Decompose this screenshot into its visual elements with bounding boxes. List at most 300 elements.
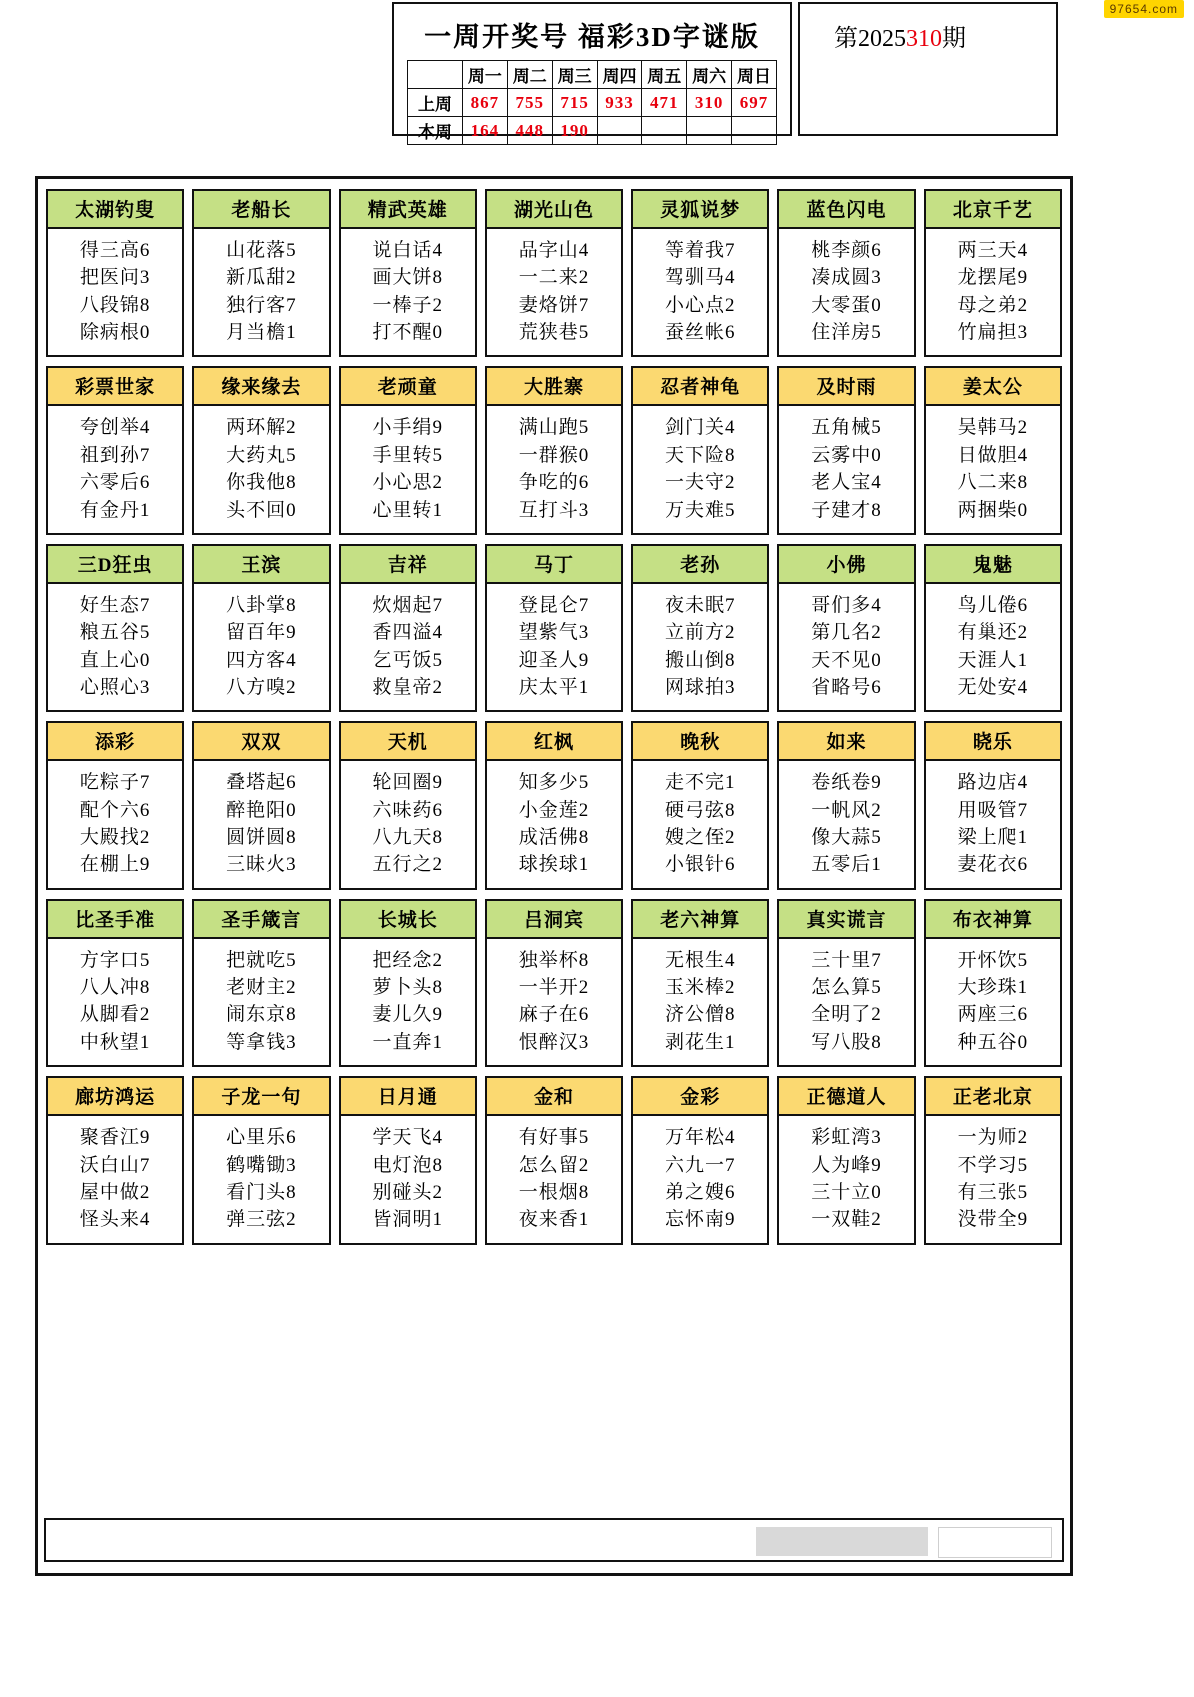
riddle-line: 满山跑5	[518, 417, 590, 439]
riddle-card-lines	[487, 761, 621, 887]
riddle-card-title: 布衣神算	[926, 901, 1060, 939]
riddle-line: 把医问3	[79, 267, 151, 289]
riddle-card-lines	[633, 584, 767, 710]
riddle-card	[631, 1076, 769, 1244]
riddle-line: 八卦掌8	[226, 594, 297, 616]
riddle-card-lines	[341, 229, 475, 355]
riddle-line: 三昧火3	[226, 854, 297, 876]
weekday-fri: 周五	[642, 61, 687, 89]
riddle-card-lines	[48, 939, 182, 1065]
riddle-line: 嫂之侄2	[665, 827, 736, 849]
riddle-card-title: 子龙一句	[194, 1078, 328, 1116]
riddle-line: 争吃的6	[518, 472, 590, 494]
riddle-line: 有好事5	[518, 1127, 590, 1149]
riddle-card-title: 比圣手准	[48, 901, 182, 939]
riddle-card-title: 蓝色闪电	[779, 191, 913, 229]
riddle-line: 荒狭巷5	[518, 322, 590, 344]
riddle-card	[485, 544, 623, 712]
riddle-line: 庆太平1	[518, 676, 590, 698]
riddle-line: 驾驯马4	[665, 267, 736, 289]
draw-number: 867	[463, 89, 508, 117]
riddle-card-lines	[194, 939, 328, 1065]
riddle-card-title: 圣手箴言	[194, 901, 328, 939]
riddle-line: 炊烟起7	[372, 594, 443, 616]
riddle-card	[777, 721, 915, 889]
riddle-card	[46, 366, 184, 534]
riddle-card	[924, 189, 1062, 357]
riddle-line: 怎么留2	[518, 1154, 590, 1176]
row-label-this-week: 本周	[408, 117, 463, 145]
riddle-line: 小手绢9	[372, 417, 443, 439]
riddle-card-title: 灵狐说梦	[633, 191, 767, 229]
riddle-card	[339, 899, 477, 1067]
riddle-line: 登昆仑7	[518, 594, 590, 616]
riddle-card-title: 双双	[194, 723, 328, 761]
riddle-line: 中秋望1	[79, 1031, 151, 1053]
riddle-line: 万年松4	[665, 1127, 736, 1149]
riddle-line: 怎么算5	[811, 977, 882, 999]
weekday-sat: 周六	[687, 61, 732, 89]
riddle-line: 从脚看2	[79, 1004, 151, 1026]
riddle-line: 麻子在6	[518, 1004, 590, 1026]
riddle-line: 心里转1	[372, 499, 443, 521]
riddle-line: 网球拍3	[665, 676, 736, 698]
riddle-line: 六九一7	[665, 1154, 736, 1176]
riddle-card-lines	[341, 584, 475, 710]
riddle-line: 有巢还2	[957, 622, 1029, 644]
riddle-line: 竹扁担3	[957, 322, 1029, 344]
riddle-card-title: 廊坊鸿运	[48, 1078, 182, 1116]
period-suffix: 期	[942, 26, 966, 52]
riddle-line: 鸟儿倦6	[957, 594, 1029, 616]
riddle-line: 你我他8	[226, 472, 297, 494]
riddle-line: 无根生4	[665, 949, 736, 971]
riddle-card-title: 红枫	[487, 723, 621, 761]
riddle-line: 小金莲2	[518, 799, 590, 821]
riddle-line: 八二来8	[957, 472, 1029, 494]
riddle-line: 祖到孙7	[79, 444, 151, 466]
riddle-card	[485, 899, 623, 1067]
riddle-line: 天涯人1	[957, 649, 1029, 671]
riddle-line: 皆洞明1	[372, 1209, 443, 1231]
draw-number: 697	[732, 89, 777, 117]
riddle-line: 天不见0	[811, 649, 882, 671]
riddle-line: 一群猴0	[518, 444, 590, 466]
riddle-card-title: 马丁	[487, 546, 621, 584]
riddle-line: 山花落5	[226, 240, 297, 261]
riddle-line: 四方客4	[226, 649, 297, 671]
draw-number: 310	[687, 89, 732, 117]
riddle-line: 吴韩马2	[957, 417, 1029, 439]
riddle-line: 得三高6	[79, 240, 151, 261]
riddle-line: 住洋房5	[811, 322, 882, 344]
riddle-card	[924, 899, 1062, 1067]
riddle-line: 等着我7	[665, 240, 736, 261]
riddle-line: 把就吃5	[226, 949, 297, 971]
riddle-card-title: 小佛	[779, 546, 913, 584]
riddle-line: 小银针6	[665, 854, 736, 876]
riddle-line: 手里转5	[372, 444, 443, 466]
riddle-line: 老人宝4	[811, 472, 882, 494]
riddle-card-title: 晚秋	[633, 723, 767, 761]
corner-cell	[408, 61, 463, 89]
riddle-line: 两三天4	[957, 240, 1029, 261]
riddle-card-lines	[926, 229, 1060, 355]
riddle-card-title: 姜太公	[926, 368, 1060, 406]
riddle-line: 无处安4	[957, 676, 1029, 698]
riddle-line: 种五谷0	[957, 1031, 1029, 1053]
riddle-line: 互打斗3	[518, 499, 590, 521]
riddle-card-lines	[48, 229, 182, 355]
riddle-card	[631, 544, 769, 712]
riddle-line: 叠塔起6	[226, 772, 297, 794]
riddle-line: 像大蒜5	[811, 827, 882, 849]
draw-number	[597, 117, 642, 145]
riddle-line: 夸创举4	[79, 417, 151, 439]
riddle-line: 妻儿久9	[372, 1004, 443, 1026]
riddle-line: 不学习5	[957, 1154, 1029, 1176]
riddle-card-title: 老顽童	[341, 368, 475, 406]
riddle-line: 蚕丝帐6	[665, 322, 736, 344]
riddle-line: 两捆柴0	[957, 499, 1029, 521]
riddle-line: 子建才8	[811, 499, 882, 521]
riddle-line: 剥花生1	[665, 1031, 736, 1053]
riddle-line: 小心思2	[372, 472, 443, 494]
riddle-line: 弟之嫂6	[665, 1181, 736, 1203]
riddle-line: 小心点2	[665, 294, 736, 316]
weekday-sun: 周日	[732, 61, 777, 89]
riddle-line: 一为师2	[957, 1127, 1029, 1149]
riddle-line: 卷纸卷9	[811, 772, 882, 794]
riddle-card-lines	[779, 584, 913, 710]
riddle-line: 有金丹1	[79, 499, 151, 521]
riddle-card-lines	[633, 939, 767, 1065]
riddle-line: 剑门关4	[665, 417, 736, 439]
weekday-wed: 周三	[552, 61, 597, 89]
riddle-line: 新瓜甜2	[226, 267, 297, 289]
riddle-card	[192, 1076, 330, 1244]
riddle-line: 八段锦8	[79, 294, 151, 316]
riddle-card	[46, 544, 184, 712]
riddle-card-title: 金彩	[633, 1078, 767, 1116]
riddle-line: 一棒子2	[372, 294, 443, 316]
riddle-card-title: 吉祥	[341, 546, 475, 584]
riddle-line: 独行客7	[226, 294, 297, 316]
riddle-grid-frame	[35, 176, 1073, 1576]
riddle-line: 配个六6	[79, 799, 151, 821]
riddle-card	[192, 544, 330, 712]
riddle-line: 龙摆尾9	[957, 267, 1029, 289]
riddle-card	[777, 366, 915, 534]
riddle-line: 两环解2	[226, 417, 297, 439]
period-prefix: 第	[834, 26, 858, 52]
table-row	[408, 117, 777, 145]
riddle-line: 怪头来4	[79, 1209, 151, 1231]
riddle-card	[631, 899, 769, 1067]
riddle-card-lines	[487, 406, 621, 532]
riddle-card-title: 王滨	[194, 546, 328, 584]
riddle-card	[631, 366, 769, 534]
riddle-line: 大珍珠1	[957, 977, 1029, 999]
riddle-card-title: 老六神算	[633, 901, 767, 939]
riddle-card-lines	[779, 939, 913, 1065]
riddle-card-title: 彩票世家	[48, 368, 182, 406]
riddle-line: 鹤嘴锄3	[226, 1154, 297, 1176]
riddle-line: 万夫难5	[665, 499, 736, 521]
riddle-line: 品字山4	[518, 240, 590, 261]
draw-number	[732, 117, 777, 145]
riddle-card-lines	[926, 584, 1060, 710]
riddle-card-lines	[926, 406, 1060, 532]
riddle-line: 望紫气3	[518, 622, 590, 644]
riddle-line: 恨醉汉3	[518, 1031, 590, 1053]
riddle-card-lines	[487, 1116, 621, 1242]
riddle-card-title: 老孙	[633, 546, 767, 584]
riddle-line: 说白话4	[372, 240, 443, 261]
riddle-card-title: 精武英雄	[341, 191, 475, 229]
riddle-card	[924, 1076, 1062, 1244]
riddle-line: 一直奔1	[372, 1031, 443, 1053]
riddle-line: 路边店4	[957, 772, 1029, 794]
draw-number: 164	[463, 117, 508, 145]
riddle-card	[339, 366, 477, 534]
riddle-grid	[46, 189, 1062, 1245]
row-label-last-week: 上周	[408, 89, 463, 117]
weekday-mon: 周一	[463, 61, 508, 89]
riddle-card	[192, 899, 330, 1067]
riddle-line: 弹三弦2	[226, 1209, 297, 1231]
riddle-card	[339, 189, 477, 357]
riddle-line: 粮五谷5	[79, 622, 151, 644]
riddle-card-title: 正德道人	[779, 1078, 913, 1116]
riddle-line: 等拿钱3	[226, 1031, 297, 1053]
riddle-line: 除病根0	[79, 322, 151, 344]
riddle-card	[46, 189, 184, 357]
riddle-card	[777, 1076, 915, 1244]
riddle-card-title: 天机	[341, 723, 475, 761]
riddle-line: 人为峰9	[811, 1154, 882, 1176]
riddle-line: 月当檐1	[226, 322, 297, 344]
riddle-line: 看门头8	[226, 1181, 297, 1203]
riddle-line: 三十立0	[811, 1181, 882, 1203]
riddle-card-title: 日月通	[341, 1078, 475, 1116]
riddle-card-lines	[633, 406, 767, 532]
draw-number	[687, 117, 732, 145]
riddle-card-lines	[194, 1116, 328, 1242]
riddle-card	[631, 189, 769, 357]
riddle-card-lines	[194, 761, 328, 887]
draw-number: 755	[507, 89, 552, 117]
riddle-line: 成活佛8	[518, 827, 590, 849]
riddle-line: 打不醒0	[372, 322, 443, 344]
riddle-line: 济公僧8	[665, 1004, 736, 1026]
riddle-line: 妻花衣6	[957, 854, 1029, 876]
riddle-line: 一二来2	[518, 267, 590, 289]
riddle-line: 用吸管7	[957, 799, 1029, 821]
riddle-card-title: 金和	[487, 1078, 621, 1116]
riddle-line: 五角械5	[811, 417, 882, 439]
riddle-card	[192, 366, 330, 534]
riddle-line: 乞丐饭5	[372, 649, 443, 671]
riddle-card-lines	[926, 1116, 1060, 1242]
riddle-line: 学天飞4	[372, 1127, 443, 1149]
riddle-line: 八方嗅2	[226, 676, 297, 698]
riddle-card-lines	[633, 761, 767, 887]
riddle-line: 老财主2	[226, 977, 297, 999]
riddle-line: 知多少5	[518, 772, 590, 794]
riddle-line: 迎圣人9	[518, 649, 590, 671]
riddle-line: 五行之2	[372, 854, 443, 876]
riddle-line: 妻烙饼7	[518, 294, 590, 316]
riddle-line: 屋中做2	[79, 1181, 151, 1203]
riddle-line: 母之弟2	[957, 294, 1029, 316]
riddle-card-lines	[194, 584, 328, 710]
riddle-card-title: 三D狂虫	[48, 546, 182, 584]
riddle-line: 萝卜头8	[372, 977, 443, 999]
riddle-line: 桃李颜6	[811, 240, 882, 261]
riddle-card	[46, 899, 184, 1067]
riddle-card-lines	[48, 1116, 182, 1242]
riddle-line: 彩虹湾3	[811, 1127, 882, 1149]
riddle-card-title: 太湖钓叟	[48, 191, 182, 229]
draw-number: 190	[552, 117, 597, 145]
riddle-line: 六零后6	[79, 472, 151, 494]
riddle-line: 忘怀南9	[665, 1209, 736, 1231]
riddle-line: 日做胆4	[957, 444, 1029, 466]
riddle-line: 醉艳阳0	[226, 799, 297, 821]
riddle-card-title: 长城长	[341, 901, 475, 939]
riddle-card-title: 及时雨	[779, 368, 913, 406]
draw-number	[642, 117, 687, 145]
riddle-line: 头不回0	[226, 499, 297, 521]
riddle-line: 直上心0	[79, 649, 151, 671]
riddle-line: 一夫守2	[665, 472, 736, 494]
riddle-line: 救皇帝2	[372, 676, 443, 698]
weekday-thu: 周四	[597, 61, 642, 89]
riddle-card	[485, 1076, 623, 1244]
riddle-line: 玉米棒2	[665, 977, 736, 999]
riddle-line: 轮回圈9	[372, 772, 443, 794]
weekly-draw-table	[407, 60, 777, 145]
riddle-line: 方字口5	[79, 949, 151, 971]
riddle-line: 聚香江9	[79, 1127, 151, 1149]
riddle-card-lines	[779, 1116, 913, 1242]
riddle-line: 心照心3	[79, 676, 151, 698]
riddle-card-title: 正老北京	[926, 1078, 1060, 1116]
riddle-card-title: 老船长	[194, 191, 328, 229]
riddle-line: 吃粽子7	[79, 772, 151, 794]
riddle-line: 大零蛋0	[811, 294, 882, 316]
riddle-line: 六味药6	[372, 799, 443, 821]
riddle-line: 硬弓弦8	[665, 799, 736, 821]
riddle-card	[924, 721, 1062, 889]
riddle-line: 心里乐6	[226, 1127, 297, 1149]
table-row	[408, 89, 777, 117]
riddle-card	[339, 544, 477, 712]
riddle-card-lines	[194, 406, 328, 532]
riddle-card-lines	[341, 939, 475, 1065]
riddle-line: 五零后1	[811, 854, 882, 876]
riddle-card-lines	[779, 406, 913, 532]
riddle-card-lines	[633, 229, 767, 355]
riddle-card-title: 鬼魅	[926, 546, 1060, 584]
riddle-line: 闹东京8	[226, 1004, 297, 1026]
riddle-card-title: 北京千艺	[926, 191, 1060, 229]
riddle-card	[485, 366, 623, 534]
riddle-line: 第几名2	[811, 622, 882, 644]
riddle-line: 夜未眠7	[665, 594, 736, 616]
riddle-card	[46, 1076, 184, 1244]
riddle-card-title: 真实谎言	[779, 901, 913, 939]
table-header-row	[408, 61, 777, 89]
riddle-card	[46, 721, 184, 889]
riddle-line: 画大饼8	[372, 267, 443, 289]
riddle-card	[192, 189, 330, 357]
riddle-card	[924, 366, 1062, 534]
riddle-card	[777, 544, 915, 712]
bottom-gray-block	[756, 1527, 928, 1556]
riddle-line: 省略号6	[811, 676, 882, 698]
riddle-line: 三十里7	[811, 949, 882, 971]
riddle-line: 别碰头2	[372, 1181, 443, 1203]
riddle-card-lines	[341, 406, 475, 532]
riddle-card	[339, 721, 477, 889]
riddle-line: 大殿找2	[79, 827, 151, 849]
riddle-card	[777, 899, 915, 1067]
draw-number: 471	[642, 89, 687, 117]
riddle-card-lines	[48, 406, 182, 532]
riddle-card-lines	[194, 229, 328, 355]
riddle-card-lines	[779, 229, 913, 355]
riddle-line: 夜来香1	[518, 1209, 590, 1231]
draw-number: 933	[597, 89, 642, 117]
riddle-card-lines	[48, 761, 182, 887]
riddle-line: 一半开2	[518, 977, 590, 999]
riddle-line: 有三张5	[957, 1181, 1029, 1203]
riddle-line: 把经念2	[372, 949, 443, 971]
page-title: 一周开奖号 福彩3D字谜版	[424, 22, 760, 52]
riddle-line: 一帆风2	[811, 799, 882, 821]
riddle-line: 圆饼圆8	[226, 827, 297, 849]
riddle-line: 没带全9	[957, 1209, 1029, 1231]
riddle-card	[924, 544, 1062, 712]
draw-number: 448	[507, 117, 552, 145]
riddle-card	[339, 1076, 477, 1244]
riddle-card-title: 如来	[779, 723, 913, 761]
riddle-line: 在棚上9	[79, 854, 151, 876]
period-box	[798, 2, 1058, 136]
riddle-line: 云雾中0	[811, 444, 882, 466]
riddle-line: 八九天8	[372, 827, 443, 849]
draw-number: 715	[552, 89, 597, 117]
riddle-line: 梁上爬1	[957, 827, 1029, 849]
riddle-line: 八人冲8	[79, 977, 151, 999]
riddle-line: 留百年9	[226, 622, 297, 644]
bottom-white-block	[938, 1527, 1052, 1558]
riddle-line: 沃白山7	[79, 1154, 151, 1176]
riddle-line: 天下险8	[665, 444, 736, 466]
riddle-card	[485, 189, 623, 357]
period-year: 2025	[858, 26, 906, 52]
riddle-line: 好生态7	[79, 594, 151, 616]
riddle-card-lines	[779, 761, 913, 887]
riddle-card-lines	[487, 229, 621, 355]
riddle-line: 电灯泡8	[372, 1154, 443, 1176]
riddle-card	[631, 721, 769, 889]
riddle-line: 凑成圆3	[811, 267, 882, 289]
riddle-card-lines	[633, 1116, 767, 1242]
riddle-card-lines	[926, 761, 1060, 887]
